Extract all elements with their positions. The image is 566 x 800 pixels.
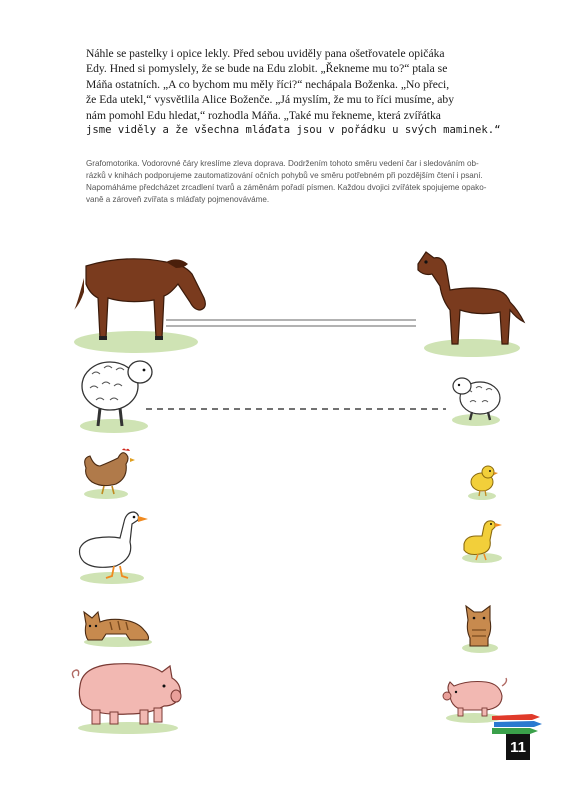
story-line: že Eda utekl,“ vysvětlila Alice Boženče. „Já myslím, že mu to říci musíme, aby: [86, 93, 454, 107]
chick-icon: [466, 462, 500, 500]
hen-icon: [80, 446, 136, 500]
instruction-line: rázků v knihách podporujeme zautomatizování očních pohybů ve směru potřebném při pozdějším čtení i psaní.: [86, 171, 483, 180]
story-line: Edy. Hned si pomyslely, že se bude na Edu zlobit. „Řekneme mu to?“ ptala se: [86, 62, 448, 76]
page-number: 11: [506, 734, 530, 760]
story-line: Máňa ostatních. „A co bychom mu měly říci?“ nechápala Boženka. „No přeci,: [86, 77, 450, 91]
pig-icon: [70, 656, 184, 736]
horse-icon: [66, 238, 216, 356]
instruction-line: Grafomotorika. Vodorovné čáry kreslíme zleva doprava. Dodržením tohoto směru vedení čar i sledováním ob-: [86, 159, 479, 168]
instruction-line: Napomáháme předcházet zrcadlení tvarů a záměnám pořadí písmen. Každou dvojici zvířátek spojujeme opako-: [86, 183, 487, 192]
gosling-icon: [458, 518, 508, 564]
story-line: nám pomohl Edu hledat,“ rozhodla Máňa. „Také mu řekneme, která zvířátka: [86, 108, 441, 122]
foal-icon: [412, 246, 532, 358]
lamb-icon: [448, 370, 508, 428]
story-line: Náhle se pastelky i opice lekly. Před sebou uviděly pana ošetřovatele opičáka: [86, 47, 445, 60]
dashed-line-track[interactable]: [146, 398, 446, 417]
story-text: [86, 46, 506, 138]
story-line-handwritten: jsme viděly a že všechna mláďata jsou v pořádku u svých maminek.“: [86, 124, 501, 137]
goose-icon: [76, 508, 150, 586]
double-line-track[interactable]: [166, 314, 416, 333]
sheep-icon: [78, 352, 158, 434]
instruction-line: vaně a zároveň zvířata s mláďaty pojmenováváme.: [86, 195, 270, 204]
cat-icon: [80, 600, 156, 648]
instruction-text: [86, 158, 516, 206]
kitten-icon: [460, 600, 500, 654]
